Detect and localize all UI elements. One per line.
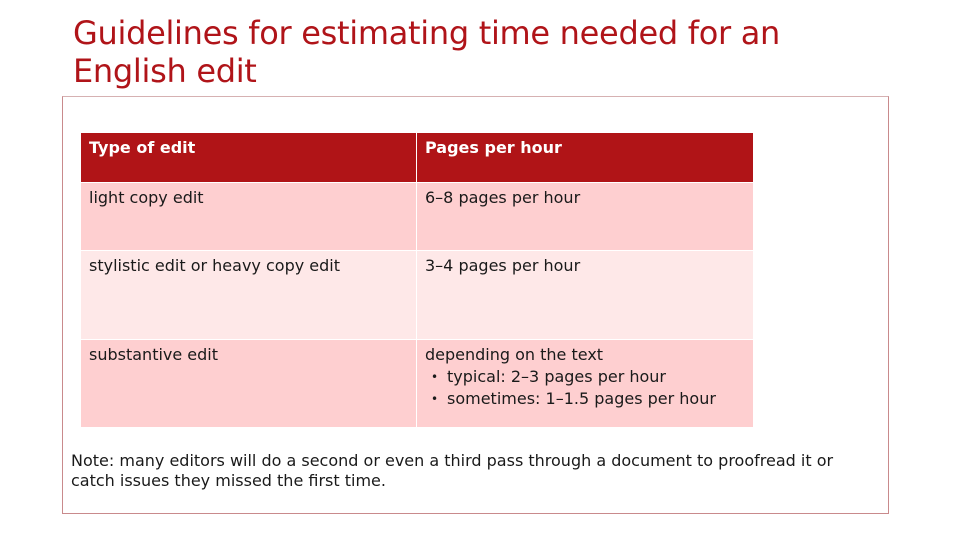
pages-per-hour-cell: 3–4 pages per hour [417,251,754,340]
edit-time-table [80,132,754,428]
table-row [81,251,754,340]
edit-type-cell: stylistic edit or heavy copy edit [81,251,417,340]
edit-type-cell: substantive edit [81,340,417,428]
header-pages-per-hour: Pages per hour [417,133,754,183]
bullet-text: typical: 2–3 pages per hour [447,367,667,386]
table-header-row [81,133,754,183]
pages-per-hour-cell: 6–8 pages per hour [417,183,754,251]
bullet-icon: • [431,392,439,406]
edit-type-cell: light copy edit [81,183,417,251]
slide-title: Guidelines for estimating time needed for an English edit [73,14,780,90]
pages-per-hour-cell [417,340,754,428]
header-type-of-edit: Type of edit [81,133,417,183]
list-item [431,366,745,388]
bullet-icon: • [431,370,439,384]
table-row [81,183,754,251]
rate-bullet-list [425,366,745,410]
footnote: Note: many editors will do a second or even a third pass through a document to proofread it or catch issues they missed the first time. [71,451,834,490]
rate-intro-text: depending on the text [425,345,604,364]
table-row [81,340,754,428]
list-item [431,388,745,410]
bullet-text: sometimes: 1–1.5 pages per hour [447,389,716,408]
